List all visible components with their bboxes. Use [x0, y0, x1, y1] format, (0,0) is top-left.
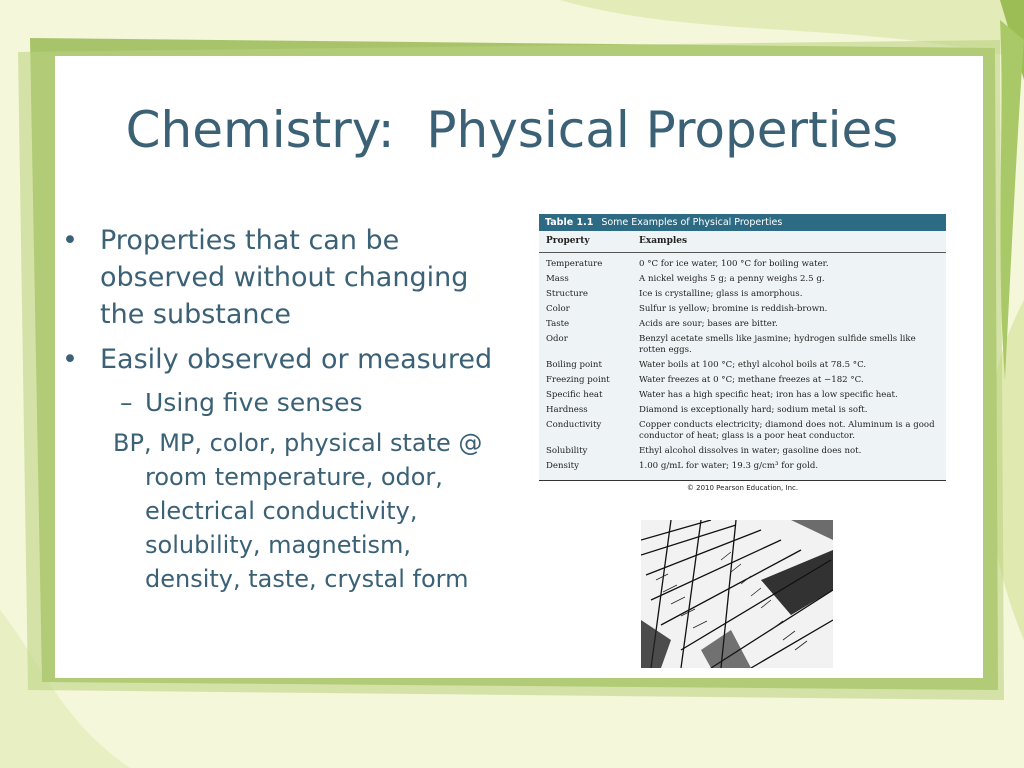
table-cell-property: Boiling point: [546, 360, 602, 370]
slide-title: Chemistry: Physical Properties: [125, 101, 899, 159]
bullet-item: [62, 341, 502, 378]
table-cell-example: Diamond is exceptionally hard; sodium metal is soft.: [639, 405, 868, 415]
table-row: [539, 274, 946, 285]
table-cell-example: Water freezes at 0 °C; methane freezes at −182 °C.: [639, 375, 864, 385]
table-cell-example: Water boils at 100 °C; ethyl alcohol boils at 78.5 °C.: [639, 360, 867, 370]
table-cell-example: Water has a high specific heat; iron has a low specific heat.: [639, 390, 898, 400]
bullet-list: [62, 222, 502, 596]
table-row: [539, 289, 946, 300]
table-cell-example: Ethyl alcohol dissolves in water; gasoline does not.: [639, 446, 862, 456]
table-cell-property: Taste: [546, 319, 570, 329]
table-cell-property: Structure: [546, 289, 588, 299]
table-cell-property: Hardness: [546, 405, 588, 415]
table-row: [539, 334, 946, 356]
table-cell-example: Sulfur is yellow; bromine is reddish-brown.: [639, 304, 828, 314]
table-row: [539, 360, 946, 371]
table-body: [539, 231, 946, 480]
bullet-icon: •: [62, 225, 78, 256]
table-cell-property: Temperature: [546, 259, 603, 269]
table-cell-example: A nickel weighs 5 g; a penny weighs 2.5 g.: [639, 274, 825, 284]
table-cell-property: Odor: [546, 334, 568, 344]
table-cell-property: Color: [546, 304, 570, 314]
table-row: [539, 259, 946, 270]
table-cell-property: Density: [546, 461, 579, 471]
table-cell-property: Freezing point: [546, 375, 610, 385]
column-header-examples: Examples: [639, 236, 688, 246]
table-caption: Some Examples of Physical Properties: [601, 217, 783, 228]
table-column-headers: [539, 231, 946, 253]
table-cell-property: Mass: [546, 274, 569, 284]
table-cell-example: Copper conducts electricity; diamond does not. Aluminum is a good conductor of heat; glass is a poor heat conductor.: [639, 420, 935, 441]
table-cell-example: Benzyl acetate smells like jasmine; hydrogen sulfide smells like rotten eggs.: [639, 334, 916, 355]
column-header-property: Property: [546, 236, 590, 246]
properties-paragraph: BP, MP, color, physical state @ room temperature, odor, electrical conductivity, solubility, magnetism, density, taste, crystal form: [113, 429, 483, 593]
bullet-text: Easily observed or measured: [100, 344, 493, 375]
table-row: [539, 446, 946, 457]
table-row: [539, 375, 946, 386]
table-cell-example: Acids are sour; bases are bitter.: [639, 319, 778, 329]
physical-properties-table: [539, 214, 946, 503]
table-cell-example: 0 °C for ice water, 100 °C for boiling water.: [639, 259, 829, 269]
table-label: Table 1.1: [545, 217, 594, 228]
bullet-text: Properties that can be observed without changing the substance: [100, 225, 469, 330]
table-cell-example: 1.00 g/mL for water; 19.3 g/cm³ for gold.: [639, 461, 819, 471]
table-row: [539, 319, 946, 330]
table-cell-property: Solubility: [546, 446, 588, 456]
table-row: [539, 304, 946, 315]
table-cell-property: Specific heat: [546, 390, 603, 400]
table-row: [539, 390, 946, 401]
bullet-icon: •: [62, 344, 78, 375]
table-cell-property: Conductivity: [546, 420, 602, 430]
table-copyright: © 2010 Pearson Education, Inc.: [539, 480, 946, 495]
table-cell-example: Ice is crystalline; glass is amorphous.: [639, 289, 803, 299]
table-header-bar: [539, 214, 946, 231]
bullet-item: [62, 222, 502, 333]
sub-bullet-text: Using five senses: [145, 388, 363, 417]
table-rows: [539, 253, 946, 480]
table-row: [539, 405, 946, 416]
sub-bullet-item: [62, 386, 502, 420]
table-row: [539, 420, 946, 442]
crystal-photo: [641, 520, 833, 668]
table-row: [539, 461, 946, 472]
dash-icon: –: [120, 388, 133, 417]
